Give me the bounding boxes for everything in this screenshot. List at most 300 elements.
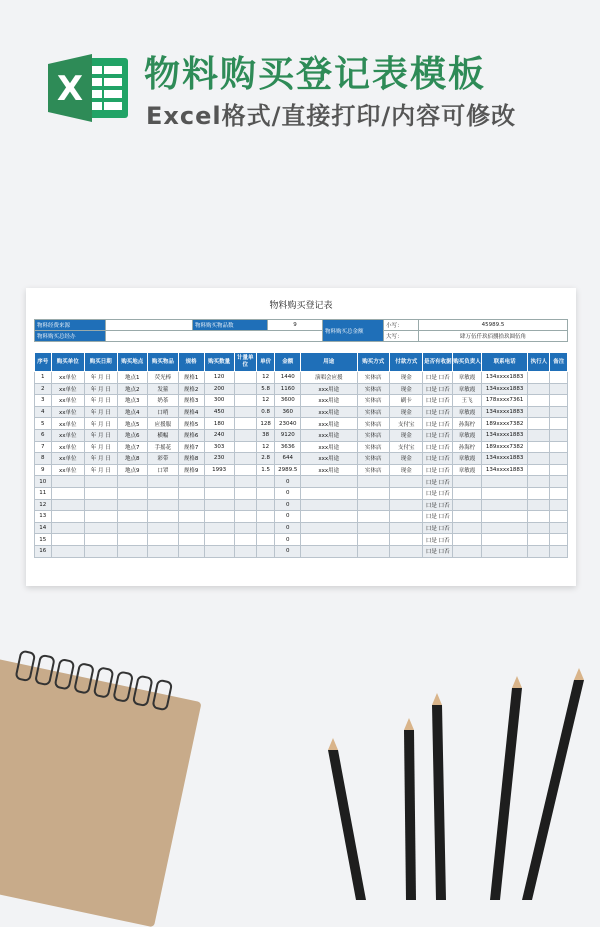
table-cell[interactable] — [550, 487, 568, 499]
table-cell[interactable]: 644 — [275, 453, 301, 465]
table-cell[interactable] — [301, 545, 357, 557]
table-cell[interactable] — [528, 511, 550, 523]
table-cell[interactable] — [550, 499, 568, 511]
table-cell[interactable] — [178, 499, 204, 511]
table-cell[interactable]: 口是 口否 — [423, 453, 453, 465]
table-cell[interactable]: xx单位 — [51, 406, 85, 418]
table-cell[interactable]: 章敏霞 — [453, 429, 482, 441]
table-cell[interactable]: xxx用途 — [301, 395, 357, 407]
table-cell[interactable]: 2989.5 — [275, 464, 301, 476]
table-cell[interactable] — [178, 511, 204, 523]
table-cell[interactable]: 地点9 — [117, 464, 148, 476]
table-cell[interactable]: 9120 — [275, 429, 301, 441]
table-cell[interactable] — [528, 418, 550, 430]
table-cell[interactable] — [481, 545, 528, 557]
table-cell[interactable]: 规格9 — [178, 464, 204, 476]
table-cell[interactable]: 180 — [204, 418, 234, 430]
table-cell[interactable] — [550, 441, 568, 453]
table-cell[interactable] — [51, 487, 85, 499]
table-cell[interactable] — [301, 534, 357, 546]
table-cell[interactable] — [148, 499, 179, 511]
table-cell[interactable] — [390, 534, 423, 546]
table-cell[interactable] — [204, 476, 234, 488]
table-cell[interactable] — [453, 522, 482, 534]
table-cell[interactable]: 规格8 — [178, 453, 204, 465]
table-cell[interactable] — [234, 476, 256, 488]
table-cell[interactable] — [234, 395, 256, 407]
table-cell[interactable]: 口是 口否 — [423, 406, 453, 418]
table-cell[interactable]: xx单位 — [51, 372, 85, 384]
table-cell[interactable]: 规格4 — [178, 406, 204, 418]
table-cell[interactable]: 口是 口否 — [423, 418, 453, 430]
summary-value-funding[interactable] — [106, 320, 193, 331]
table-cell[interactable] — [234, 441, 256, 453]
table-cell[interactable]: 实体店 — [357, 429, 390, 441]
table-cell[interactable]: 地点2 — [117, 383, 148, 395]
table-cell[interactable]: 1993 — [204, 464, 234, 476]
table-cell[interactable]: 200 — [204, 383, 234, 395]
table-cell[interactable]: 0.8 — [256, 406, 275, 418]
table-cell[interactable]: 实体店 — [357, 464, 390, 476]
table-cell[interactable] — [550, 429, 568, 441]
table-cell[interactable]: 3636 — [275, 441, 301, 453]
table-cell[interactable]: 0 — [275, 545, 301, 557]
table-cell[interactable]: 口是 口否 — [423, 545, 453, 557]
column-header[interactable]: 序号 — [35, 353, 52, 372]
table-cell[interactable]: 奶茶 — [148, 395, 179, 407]
table-cell[interactable]: xxx用途 — [301, 453, 357, 465]
table-cell[interactable]: 年 月 日 — [85, 453, 118, 465]
table-cell[interactable]: 现金 — [390, 406, 423, 418]
summary-value-count[interactable]: 9 — [268, 320, 323, 331]
table-cell[interactable] — [51, 476, 85, 488]
table-cell[interactable] — [481, 487, 528, 499]
table-cell[interactable] — [85, 476, 118, 488]
table-cell[interactable]: xx单位 — [51, 441, 85, 453]
table-cell[interactable]: xxx用途 — [301, 418, 357, 430]
table-cell[interactable]: xxx用途 — [301, 429, 357, 441]
table-cell[interactable] — [51, 499, 85, 511]
table-cell[interactable]: 14 — [35, 522, 52, 534]
table-cell[interactable] — [256, 476, 275, 488]
table-cell[interactable]: 演唱会应援 — [301, 372, 357, 384]
table-cell[interactable] — [256, 511, 275, 523]
table-cell[interactable] — [453, 476, 482, 488]
table-cell[interactable]: 12 — [256, 395, 275, 407]
table-cell[interactable]: 发箍 — [148, 383, 179, 395]
column-header[interactable]: 备注 — [550, 353, 568, 372]
table-cell[interactable]: 4 — [35, 406, 52, 418]
table-cell[interactable]: 口是 口否 — [423, 499, 453, 511]
table-cell[interactable] — [178, 487, 204, 499]
table-cell[interactable]: 2.8 — [256, 453, 275, 465]
column-header[interactable]: 购买物品 — [148, 353, 179, 372]
table-cell[interactable] — [117, 499, 148, 511]
table-cell[interactable]: 章敏霞 — [453, 372, 482, 384]
table-cell[interactable] — [528, 545, 550, 557]
table-cell[interactable]: 王飞 — [453, 395, 482, 407]
table-cell[interactable]: 16 — [35, 545, 52, 557]
table-cell[interactable]: 手摇花 — [148, 441, 179, 453]
table-cell[interactable] — [234, 453, 256, 465]
table-cell[interactable] — [390, 499, 423, 511]
table-cell[interactable] — [204, 545, 234, 557]
table-cell[interactable]: xx单位 — [51, 418, 85, 430]
table-cell[interactable]: 现金 — [390, 464, 423, 476]
table-cell[interactable] — [550, 511, 568, 523]
table-cell[interactable] — [390, 511, 423, 523]
table-cell[interactable]: 230 — [204, 453, 234, 465]
table-cell[interactable] — [528, 429, 550, 441]
table-cell[interactable] — [234, 511, 256, 523]
table-cell[interactable]: 5.8 — [256, 383, 275, 395]
summary-small-value[interactable]: 45989.5 — [419, 320, 568, 331]
table-cell[interactable] — [234, 487, 256, 499]
table-cell[interactable]: 240 — [204, 429, 234, 441]
table-cell[interactable] — [357, 476, 390, 488]
table-cell[interactable] — [528, 453, 550, 465]
table-cell[interactable] — [301, 476, 357, 488]
table-cell[interactable] — [528, 476, 550, 488]
table-cell[interactable] — [234, 499, 256, 511]
table-cell[interactable]: 刷卡 — [390, 395, 423, 407]
table-cell[interactable] — [117, 545, 148, 557]
table-cell[interactable]: 地点1 — [117, 372, 148, 384]
table-cell[interactable]: 口是 口否 — [423, 511, 453, 523]
table-cell[interactable]: 口是 口否 — [423, 395, 453, 407]
table-cell[interactable] — [301, 511, 357, 523]
table-cell[interactable]: 1440 — [275, 372, 301, 384]
table-cell[interactable] — [481, 511, 528, 523]
table-cell[interactable] — [204, 534, 234, 546]
table-cell[interactable]: 120 — [204, 372, 234, 384]
table-cell[interactable]: 荧光棒 — [148, 372, 179, 384]
table-cell[interactable]: 年 月 日 — [85, 429, 118, 441]
table-cell[interactable] — [85, 487, 118, 499]
table-cell[interactable]: 规格3 — [178, 395, 204, 407]
table-cell[interactable]: 规格7 — [178, 441, 204, 453]
column-header[interactable]: 执行人 — [528, 353, 550, 372]
table-cell[interactable]: 134xxxx1883 — [481, 406, 528, 418]
table-cell[interactable]: 1.5 — [256, 464, 275, 476]
table-cell[interactable] — [204, 499, 234, 511]
table-cell[interactable]: 23040 — [275, 418, 301, 430]
table-cell[interactable]: 9 — [35, 464, 52, 476]
table-cell[interactable]: 规格6 — [178, 429, 204, 441]
table-cell[interactable] — [234, 464, 256, 476]
table-cell[interactable]: 现金 — [390, 453, 423, 465]
table-cell[interactable]: 0 — [275, 511, 301, 523]
table-cell[interactable] — [85, 534, 118, 546]
table-cell[interactable] — [234, 522, 256, 534]
table-cell[interactable]: 实体店 — [357, 453, 390, 465]
table-cell[interactable]: 12 — [256, 372, 275, 384]
summary-value-manager[interactable] — [106, 331, 323, 342]
table-cell[interactable] — [204, 487, 234, 499]
table-cell[interactable]: 地点7 — [117, 441, 148, 453]
table-cell[interactable] — [550, 395, 568, 407]
column-header[interactable]: 付款方式 — [390, 353, 423, 372]
table-cell[interactable]: 12 — [35, 499, 52, 511]
table-cell[interactable]: 口是 口否 — [423, 429, 453, 441]
table-cell[interactable]: xx单位 — [51, 429, 85, 441]
table-cell[interactable]: 38 — [256, 429, 275, 441]
table-cell[interactable]: xxx用途 — [301, 464, 357, 476]
table-cell[interactable]: 5 — [35, 418, 52, 430]
table-cell[interactable]: 实体店 — [357, 441, 390, 453]
table-cell[interactable] — [481, 499, 528, 511]
table-cell[interactable] — [390, 522, 423, 534]
table-cell[interactable]: 年 月 日 — [85, 395, 118, 407]
table-cell[interactable] — [117, 522, 148, 534]
table-cell[interactable]: 彩带 — [148, 453, 179, 465]
table-cell[interactable] — [148, 522, 179, 534]
table-cell[interactable]: 规格2 — [178, 383, 204, 395]
table-cell[interactable] — [51, 534, 85, 546]
table-cell[interactable] — [453, 511, 482, 523]
table-cell[interactable] — [178, 534, 204, 546]
table-cell[interactable] — [85, 499, 118, 511]
table-cell[interactable] — [528, 441, 550, 453]
table-cell[interactable]: 0 — [275, 499, 301, 511]
table-cell[interactable]: 年 月 日 — [85, 441, 118, 453]
table-cell[interactable]: 年 月 日 — [85, 406, 118, 418]
table-cell[interactable] — [357, 534, 390, 546]
table-cell[interactable]: 现金 — [390, 372, 423, 384]
table-cell[interactable] — [234, 429, 256, 441]
table-cell[interactable]: 规格1 — [178, 372, 204, 384]
table-cell[interactable]: 年 月 日 — [85, 383, 118, 395]
table-cell[interactable]: 应援服 — [148, 418, 179, 430]
table-cell[interactable] — [234, 534, 256, 546]
table-cell[interactable] — [148, 511, 179, 523]
table-cell[interactable]: 实体店 — [357, 406, 390, 418]
table-cell[interactable] — [550, 534, 568, 546]
table-cell[interactable]: 现金 — [390, 429, 423, 441]
column-header[interactable]: 购买方式 — [357, 353, 390, 372]
table-cell[interactable] — [117, 511, 148, 523]
column-header[interactable]: 计量单位 — [234, 353, 256, 372]
table-cell[interactable] — [148, 534, 179, 546]
table-cell[interactable] — [357, 511, 390, 523]
table-cell[interactable]: 章敏霞 — [453, 406, 482, 418]
table-cell[interactable]: 实体店 — [357, 383, 390, 395]
table-cell[interactable]: 年 月 日 — [85, 464, 118, 476]
table-cell[interactable] — [178, 476, 204, 488]
table-cell[interactable]: 口是 口否 — [423, 522, 453, 534]
table-cell[interactable]: 章敏霞 — [453, 383, 482, 395]
table-cell[interactable]: 孙海柠 — [453, 418, 482, 430]
table-cell[interactable]: 128 — [256, 418, 275, 430]
table-cell[interactable]: 口是 口否 — [423, 383, 453, 395]
table-cell[interactable]: 实体店 — [357, 372, 390, 384]
table-cell[interactable] — [301, 499, 357, 511]
table-cell[interactable] — [550, 522, 568, 534]
table-cell[interactable] — [85, 545, 118, 557]
table-cell[interactable] — [234, 545, 256, 557]
table-cell[interactable]: 支付宝 — [390, 441, 423, 453]
table-cell[interactable] — [204, 511, 234, 523]
table-cell[interactable] — [148, 545, 179, 557]
table-cell[interactable] — [550, 372, 568, 384]
table-cell[interactable]: 3600 — [275, 395, 301, 407]
table-cell[interactable] — [51, 545, 85, 557]
table-cell[interactable] — [117, 487, 148, 499]
table-cell[interactable] — [390, 487, 423, 499]
table-cell[interactable] — [357, 545, 390, 557]
table-cell[interactable]: 实体店 — [357, 418, 390, 430]
table-cell[interactable]: xx单位 — [51, 464, 85, 476]
table-cell[interactable] — [234, 383, 256, 395]
table-cell[interactable]: 章敏霞 — [453, 464, 482, 476]
table-cell[interactable] — [528, 372, 550, 384]
table-cell[interactable]: 0 — [275, 534, 301, 546]
column-header[interactable]: 购买负责人 — [453, 353, 482, 372]
table-cell[interactable] — [256, 499, 275, 511]
table-cell[interactable]: 3 — [35, 395, 52, 407]
table-cell[interactable] — [528, 522, 550, 534]
table-cell[interactable] — [481, 534, 528, 546]
column-header[interactable]: 联系电话 — [481, 353, 528, 372]
table-cell[interactable] — [148, 476, 179, 488]
table-cell[interactable]: 地点5 — [117, 418, 148, 430]
table-cell[interactable]: 2 — [35, 383, 52, 395]
summary-big-value[interactable]: 肆万伍仟玖佰捌拾玖圆伍角 — [419, 331, 568, 342]
table-cell[interactable] — [234, 372, 256, 384]
table-cell[interactable] — [528, 499, 550, 511]
table-cell[interactable] — [550, 464, 568, 476]
table-cell[interactable] — [85, 511, 118, 523]
table-cell[interactable] — [51, 522, 85, 534]
column-header[interactable]: 规格 — [178, 353, 204, 372]
table-cell[interactable] — [357, 487, 390, 499]
table-cell[interactable]: 360 — [275, 406, 301, 418]
table-cell[interactable]: 口是 口否 — [423, 441, 453, 453]
table-cell[interactable] — [453, 487, 482, 499]
table-cell[interactable] — [550, 418, 568, 430]
table-cell[interactable]: 12 — [256, 441, 275, 453]
table-cell[interactable]: 134xxxx1883 — [481, 453, 528, 465]
table-cell[interactable] — [234, 406, 256, 418]
table-cell[interactable] — [528, 406, 550, 418]
table-cell[interactable]: 189xxxx7382 — [481, 418, 528, 430]
table-cell[interactable]: 7 — [35, 441, 52, 453]
table-cell[interactable]: xx单位 — [51, 395, 85, 407]
table-cell[interactable] — [204, 522, 234, 534]
table-cell[interactable] — [178, 545, 204, 557]
table-cell[interactable] — [453, 534, 482, 546]
table-cell[interactable]: 6 — [35, 429, 52, 441]
table-cell[interactable] — [301, 522, 357, 534]
table-cell[interactable]: xx单位 — [51, 383, 85, 395]
table-cell[interactable]: 章敏霞 — [453, 453, 482, 465]
table-cell[interactable] — [117, 476, 148, 488]
table-cell[interactable]: 地点8 — [117, 453, 148, 465]
column-header[interactable]: 是否有收据 — [423, 353, 453, 372]
table-cell[interactable]: 450 — [204, 406, 234, 418]
table-cell[interactable]: 口哨 — [148, 406, 179, 418]
table-cell[interactable] — [357, 522, 390, 534]
table-cell[interactable] — [357, 499, 390, 511]
column-header[interactable]: 金额 — [275, 353, 301, 372]
table-cell[interactable]: 口是 口否 — [423, 534, 453, 546]
table-cell[interactable] — [528, 395, 550, 407]
table-cell[interactable]: 地点4 — [117, 406, 148, 418]
table-cell[interactable]: 口是 口否 — [423, 476, 453, 488]
column-header[interactable]: 单价 — [256, 353, 275, 372]
table-cell[interactable]: 15 — [35, 534, 52, 546]
table-cell[interactable] — [85, 522, 118, 534]
table-cell[interactable]: 134xxxx1883 — [481, 429, 528, 441]
table-cell[interactable]: 口是 口否 — [423, 372, 453, 384]
column-header[interactable]: 购买地点 — [117, 353, 148, 372]
table-cell[interactable]: 134xxxx1883 — [481, 383, 528, 395]
table-cell[interactable]: 孙海柠 — [453, 441, 482, 453]
table-cell[interactable] — [528, 464, 550, 476]
table-cell[interactable]: 13 — [35, 511, 52, 523]
table-cell[interactable]: 303 — [204, 441, 234, 453]
table-cell[interactable] — [481, 476, 528, 488]
table-cell[interactable] — [301, 487, 357, 499]
table-cell[interactable] — [178, 522, 204, 534]
column-header[interactable]: 购买日期 — [85, 353, 118, 372]
table-cell[interactable] — [148, 487, 179, 499]
table-cell[interactable]: 现金 — [390, 383, 423, 395]
table-cell[interactable]: 年 月 日 — [85, 372, 118, 384]
table-cell[interactable]: xx单位 — [51, 453, 85, 465]
table-cell[interactable]: 地点3 — [117, 395, 148, 407]
table-cell[interactable]: 口是 口否 — [423, 464, 453, 476]
table-cell[interactable] — [390, 476, 423, 488]
table-cell[interactable] — [550, 476, 568, 488]
table-cell[interactable] — [390, 545, 423, 557]
table-cell[interactable]: 口是 口否 — [423, 487, 453, 499]
table-cell[interactable] — [234, 418, 256, 430]
table-cell[interactable]: 1 — [35, 372, 52, 384]
table-cell[interactable] — [117, 534, 148, 546]
table-cell[interactable]: 口罩 — [148, 464, 179, 476]
table-cell[interactable]: 0 — [275, 487, 301, 499]
table-cell[interactable]: 规格5 — [178, 418, 204, 430]
column-header[interactable]: 购买数量 — [204, 353, 234, 372]
table-cell[interactable]: 11 — [35, 487, 52, 499]
table-cell[interactable]: 300 — [204, 395, 234, 407]
table-cell[interactable] — [550, 383, 568, 395]
table-cell[interactable] — [51, 511, 85, 523]
table-cell[interactable]: xxx用途 — [301, 406, 357, 418]
table-cell[interactable]: 年 月 日 — [85, 418, 118, 430]
table-cell[interactable] — [256, 534, 275, 546]
table-cell[interactable]: 实体店 — [357, 395, 390, 407]
table-cell[interactable]: 134xxxx1883 — [481, 372, 528, 384]
table-cell[interactable] — [528, 487, 550, 499]
table-cell[interactable] — [550, 406, 568, 418]
table-cell[interactable] — [528, 383, 550, 395]
table-cell[interactable] — [481, 522, 528, 534]
table-cell[interactable]: 10 — [35, 476, 52, 488]
column-header[interactable]: 用途 — [301, 353, 357, 372]
table-cell[interactable]: 0 — [275, 476, 301, 488]
table-cell[interactable]: 1160 — [275, 383, 301, 395]
table-cell[interactable]: 地点6 — [117, 429, 148, 441]
table-cell[interactable]: 189xxxx7382 — [481, 441, 528, 453]
table-cell[interactable]: xxx用途 — [301, 383, 357, 395]
table-cell[interactable] — [256, 522, 275, 534]
table-cell[interactable]: 支付宝 — [390, 418, 423, 430]
table-cell[interactable] — [550, 545, 568, 557]
table-cell[interactable] — [453, 499, 482, 511]
table-cell[interactable] — [550, 453, 568, 465]
